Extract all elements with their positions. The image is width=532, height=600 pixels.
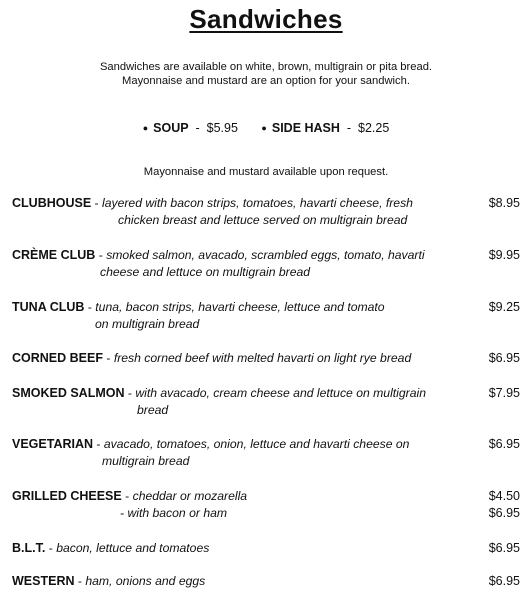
item-price: $6.95 [488,437,520,451]
item-price: $7.95 [488,386,520,400]
item-name: CLUBHOUSE [12,196,92,210]
menu-item-corned-beef: CORNED BEEF - fresh corned beef with melted havarti on light rye bread $6.95 [12,351,520,365]
item-name: TUNA CLUB [12,300,85,314]
side-item-price: $5.95 [206,121,238,135]
item-price: $8.95 [488,196,520,210]
item-name: CORNED BEEF [12,351,103,365]
side-item-soup: ● SOUP - $5.95 [142,121,238,135]
item-description: fresh corned beef with melted havarti on light rye bread [113,351,412,365]
menu-item-creme-club: CRÈME CLUB - smoked salmon, avacado, scrambled eggs, tomato, havarti cheese and lettuce on multigrain bread $9.95 [12,248,520,279]
menu-item-blt: B.L.T. - bacon, lettuce and tomatoes $6.95 [12,541,520,555]
bullet-icon: ● [142,123,149,133]
side-items [0,121,532,135]
menu-item-tuna-club: TUNA CLUB - tuna, bacon strips, havarti cheese, lettuce and tomato on multigrain bread $9.25 [12,300,520,331]
intro-text [0,60,532,88]
side-item-name: SOUP [153,121,189,135]
item-description: with avacado, cream cheese and lettuce on multigrain [135,386,426,400]
item-description-cont: on multigrain bread [95,317,200,331]
item-price-with-bacon: $6.95 [488,506,520,520]
item-description-cont: cheese and lettuce on multigrain bread [100,265,311,279]
item-price: $6.95 [488,541,520,555]
condiments-note: Mayonnaise and mustard available upon request. [143,166,389,178]
item-name: GRILLED CHEESE [12,489,122,503]
item-name: CRÈME CLUB [12,248,96,262]
side-item-name: SIDE HASH [271,121,340,135]
intro-line: Mayonnaise and mustard are an option for your sandwich. [122,75,410,87]
item-description-cont: multigrain bread [102,454,190,468]
intro-line: Sandwiches are available on white, brown, multigrain or pita bread. [99,61,433,73]
item-description: avacado, tomatoes, onion, lettuce and havarti cheese on [103,437,410,451]
item-price: $4.50 [488,489,520,503]
item-name: WESTERN [12,574,75,588]
item-description: bacon, lettuce and tomatoes [56,541,210,555]
item-price: $9.25 [488,300,520,314]
item-description-cont: bread [137,403,169,417]
item-description: ham, onions and eggs [85,574,206,588]
item-price: $9.95 [488,248,520,262]
item-description-cont: chicken breast and lettuce served on multigrain bread [118,213,408,227]
item-description: tuna, bacon strips, havarti cheese, lettuce and tomato [95,300,385,314]
item-price: $6.95 [488,574,520,588]
menu-item-smoked-salmon: SMOKED SALMON - with avacado, cream cheese and lettuce on multigrain bread $7.95 [12,386,520,417]
item-name: B.L.T. [12,541,46,555]
page-title: Sandwiches [189,4,343,34]
side-item-price: $2.25 [358,121,390,135]
bullet-icon: ● [261,123,267,133]
item-name: VEGETARIAN [12,437,94,451]
item-price: $6.95 [488,351,520,365]
item-description-cont: - with bacon or ham [120,506,228,520]
item-description: smoked salmon, avacado, scrambled eggs, tomato, havarti [106,248,425,262]
side-item-side-hash: ● SIDE HASH - $2.25 [261,121,390,135]
menu-item-clubhouse: CLUBHOUSE - layered with bacon strips, tomatoes, havarti cheese, fresh chicken breast and lettuce served on multigrain bread $8.95 [12,196,520,227]
item-description: layered with bacon strips, tomatoes, havarti cheese, fresh [102,196,413,210]
item-name: SMOKED SALMON [12,386,125,400]
menu-item-western: WESTERN - ham, onions and eggs $6.95 [12,574,520,588]
menu-item-grilled-cheese: GRILLED CHEESE - cheddar or mozarella - with bacon or ham $4.50 $6.95 [12,489,520,520]
item-description: cheddar or mozarella [132,489,248,503]
menu-item-vegetarian: VEGETARIAN - avacado, tomatoes, onion, lettuce and havarti cheese on multigrain bread $6.95 [12,437,520,468]
